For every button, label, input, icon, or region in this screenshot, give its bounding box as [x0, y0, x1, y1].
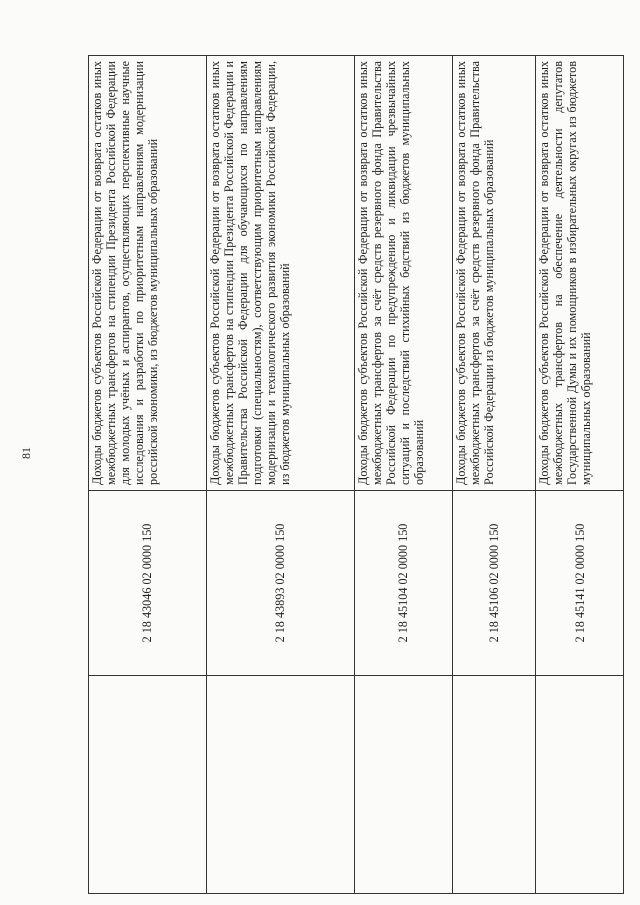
income-codes-table: [88, 55, 624, 894]
budget-code: 2 18 45141 02 0000 150: [536, 491, 624, 676]
blank-cell: [536, 676, 624, 894]
income-description: Доходы бюджетов субъектов Российской Федерации от возврата остатков иных межбюджетных трансфертов на стипендии Президента Российской Федерации и Правительства Российской Федерации для обучающихся по направлениям подготовки (специальностям), соответствующим приоритетным направлениям модернизации и технологического развития экономики Российской Федерации, из бюджетов муниципальных образований: [206, 56, 354, 491]
income-description: Доходы бюджетов субъектов Российской Федерации от возврата остатков иных межбюджетных трансфертов на стипендии Президента Российской Федерации для молодых учёных и аспирантов, осуществляющих перспективные научные исследования и разработки по приоритетным направлениям модернизации российской экономики, из бюджетов муниципальных образований: [89, 56, 207, 491]
budget-code: 2 18 45106 02 0000 150: [452, 491, 535, 676]
table-row: [452, 56, 535, 894]
blank-cell: [206, 676, 354, 894]
page-number: 81: [19, 447, 33, 459]
table-row: [89, 56, 207, 894]
budget-code: 2 18 43893 02 0000 150: [206, 491, 354, 676]
blank-cell: [89, 676, 207, 894]
blank-cell: [354, 676, 452, 894]
blank-cell: [452, 676, 535, 894]
table-row: [206, 56, 354, 894]
income-description: Доходы бюджетов субъектов Российской Федерации от возврата остатков иных межбюджетных трансфертов за счёт средств резервного фонда Правительства Российской Федерации по предупреждению и ликвидации чрезвычайных ситуаций и последствий стихийных бедствий из бюджетов муниципальных образований: [354, 56, 452, 491]
table-container: [88, 56, 624, 894]
income-description: Доходы бюджетов субъектов Российской Федерации от возврата остатков иных межбюджетных трансфертов за счёт средств резервного фонда Правительства Российской Федерации из бюджетов муниципальных образований: [452, 56, 535, 491]
budget-code: 2 18 43046 02 0000 150: [89, 491, 207, 676]
budget-code: 2 18 45104 02 0000 150: [354, 491, 452, 676]
income-description: Доходы бюджетов субъектов Российской Федерации от возврата остатков иных межбюджетных трансфертов на обеспечение деятельности депутатов Государственной Думы и их помощников в избирательных округах из бюджетов муниципальных образований: [536, 56, 624, 491]
table-row: [536, 56, 624, 894]
table-row: [354, 56, 452, 894]
